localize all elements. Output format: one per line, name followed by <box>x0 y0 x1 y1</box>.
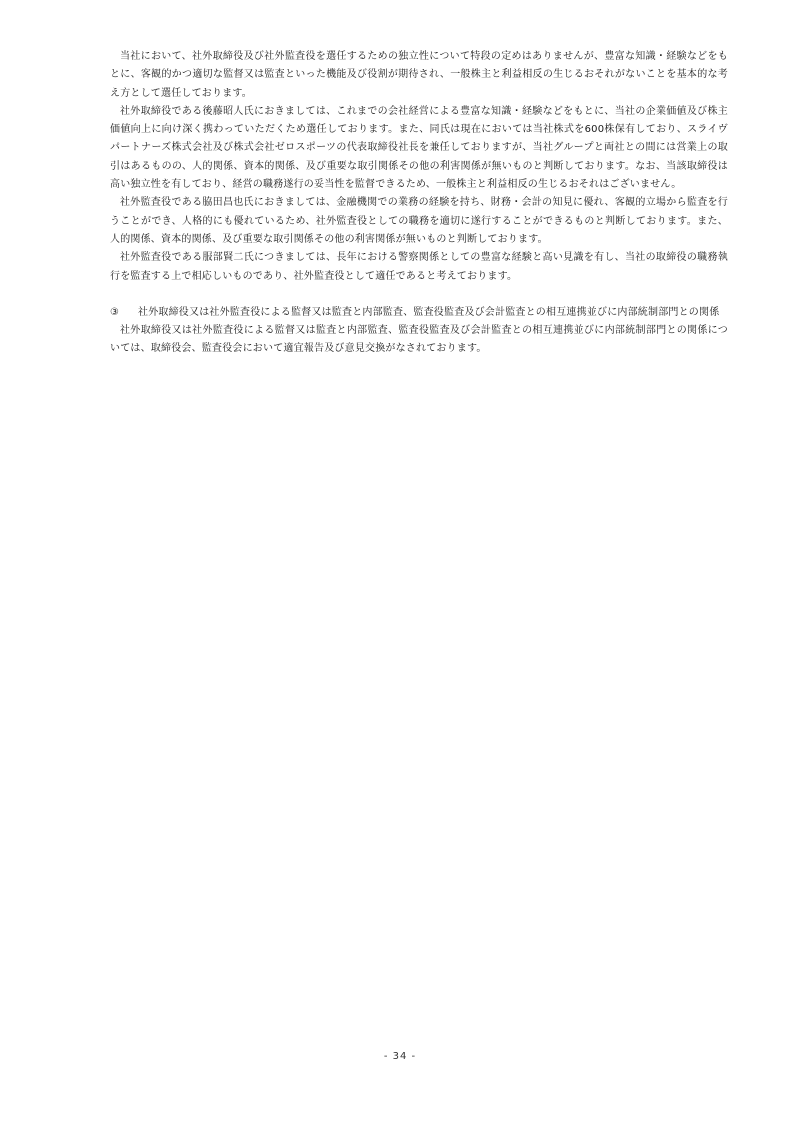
section-3-heading <box>110 304 728 322</box>
paragraph-outside-director-goto: 社外取締役である後藤昭人氏におきましては、これまでの会社経営による豊富な知識・経験などをもとに、当社の企業価値及び株主価値向上に向け深く携わっていただくため選任しております。また、同氏は現在においては当社株式を600株保有しており、スライヴパートナーズ株式会社及び株式会社ゼロスポーツの代表取締役社長を兼任しておりますが、当社グループと両社との間には営業上の取引はあるものの、人的関係、資本的関係、及び重要な取引関係その他の利害関係が無いものと判断しております。なお、当該取締役は高い独立性を有しており、経営の職務遂行の妥当性を監督できるため、一般株主と利益相反の生じるおそれはございません。 <box>110 105 728 191</box>
paragraph-outside-auditor-wakita: 社外監査役である脇田昌也氏におきましては、金融機関での業務の経験を持ち、財務・会計の知見に優れ、客観的立場から監査を行うことができ、人格的にも優れているため、社外監査役としての職務を適切に遂行することができるものと判断しております。また、人的関係、資本的関係、及び重要な取引関係その他の利害関係が無いものと判断しております。 <box>110 197 728 245</box>
section-spacer <box>110 286 728 304</box>
paragraph-independence-policy: 当社において、社外取締役及び社外監査役を選任するための独立性について特段の定めはありませんが、豊富な知識・経験などをもとに、客観的かつ適切な監督又は監査といった機能及び役割が期待され、一般株主と利益相反の生じるおそれがないことを基本的な考え方として選任しております。 <box>110 51 728 99</box>
page-number: - 34 - <box>383 1051 417 1062</box>
section-3-number: ③ <box>110 306 120 318</box>
section-3-body: 社外取締役又は社外監査役による監督又は監査と内部監査、監査役監査及び会計監査との相互連携並びに内部統制部門との関係については、取締役会、監査役会において適宜報告及び意見交換がなされております。 <box>110 325 728 355</box>
paragraph-outside-auditor-hattori: 社外監査役である服部賢二氏につきましては、長年における警察関係としての豊富な経験と高い見識を有し、当社の取締役の職務執行を監査する上で相応しいものであり、社外監査役として適任であると考えております。 <box>110 252 728 282</box>
section-3-title: 社外取締役又は社外監査役による監督又は監査と内部監査、監査役監査及び会計監査との相互連携並びに内部統制部門との関係 <box>138 306 720 318</box>
document-body <box>110 48 728 359</box>
